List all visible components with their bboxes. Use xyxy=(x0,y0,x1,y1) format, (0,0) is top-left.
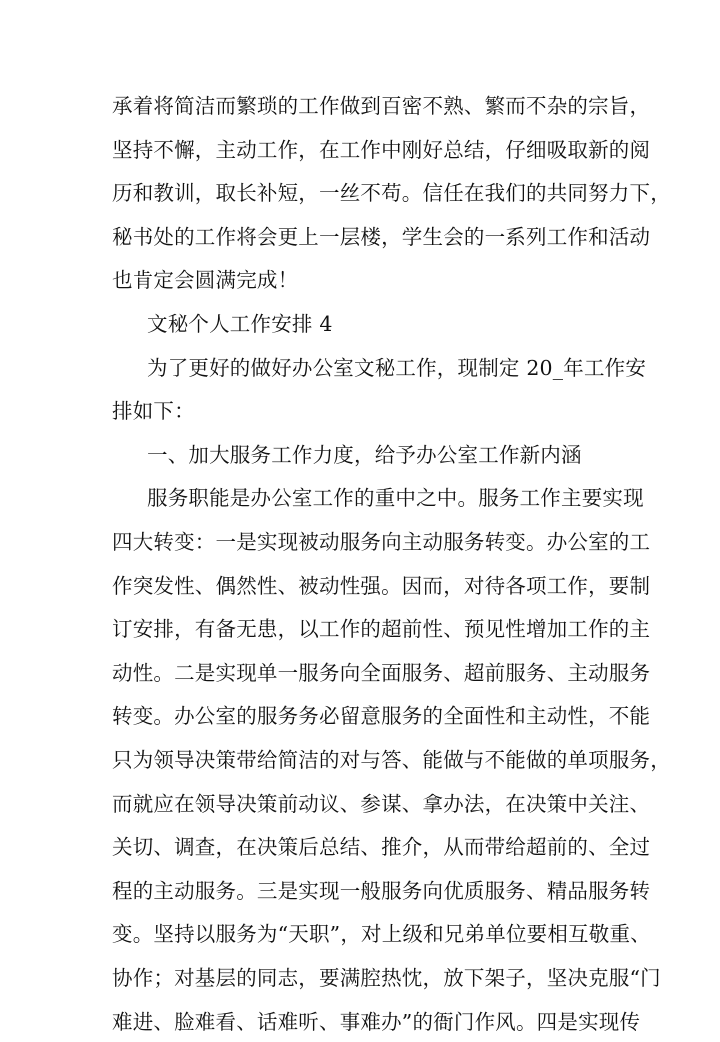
paragraph-line: 程的主动服务。三是实现一般服务向优质服务、精品服务转 xyxy=(112,878,651,903)
paragraph-line: 协作；对基层的同志，要满腔热忱，放下架子，坚决克服“门 xyxy=(112,966,661,990)
paragraph-line: 秘书处的工作将会更上一层楼，学生会的一系列工作和活动 xyxy=(112,224,651,249)
paragraph-line: 而就应在领导决策前动议、参谋、拿办法，在决策中关注、 xyxy=(112,791,651,816)
paragraph-line: 承着将简洁而繁琐的工作做到百密不熟、繁而不杂的宗旨， xyxy=(112,94,651,118)
paragraph-line: 难进、脸难看、话难听、事难办”的衙门作风。四是实现传 xyxy=(112,1009,641,1034)
paragraph-line: 作突发性、偶然性、被动性强。因而，对待各项工作，要制 xyxy=(112,573,651,598)
paragraph-line: 也肯定会圆满完成！ xyxy=(112,268,299,293)
paragraph-line: 坚持不懈，主动工作，在工作中刚好总结，仔细吸取新的阅 xyxy=(112,137,651,162)
paragraph-line: 关切、调查，在决策后总结、推介，从而带给超前的、全过 xyxy=(112,835,651,860)
paragraph-line: 动性。二是实现单一服务向全面服务、超前服务、主动服务 xyxy=(112,660,651,685)
paragraph-line: 只为领导决策带给简洁的对与答、能做与不能做的单项服务， xyxy=(112,748,671,772)
paragraph-line: 排如下： xyxy=(112,399,195,424)
section-heading: 一、加大服务工作力度，给予办公室工作新内涵 xyxy=(147,442,582,467)
paragraph-line: 四大转变：一是实现被动服务向主动服务转变。办公室的工 xyxy=(112,530,651,554)
paragraph-line: 变。坚持以服务为“天职”，对上级和兄弟单位要相互敬重、 xyxy=(112,922,651,947)
paragraph-line: 历和教训，取长补短，一丝不苟。信任在我们的共同努力下， xyxy=(112,181,671,206)
paragraph-line: 转变。办公室的服务务必留意服务的全面性和主动性，不能 xyxy=(112,704,651,729)
section-title: 文秘个人工作安排 4 xyxy=(147,312,333,336)
paragraph-line: 订安排，有备无患，以工作的超前性、预见性增加工作的主 xyxy=(112,617,651,642)
paragraph-line: 服务职能是办公室工作的重中之中。服务工作主要实现 xyxy=(147,486,644,511)
paragraph-line: 为了更好的做好办公室文秘工作，现制定 20_年工作安 xyxy=(147,355,647,380)
